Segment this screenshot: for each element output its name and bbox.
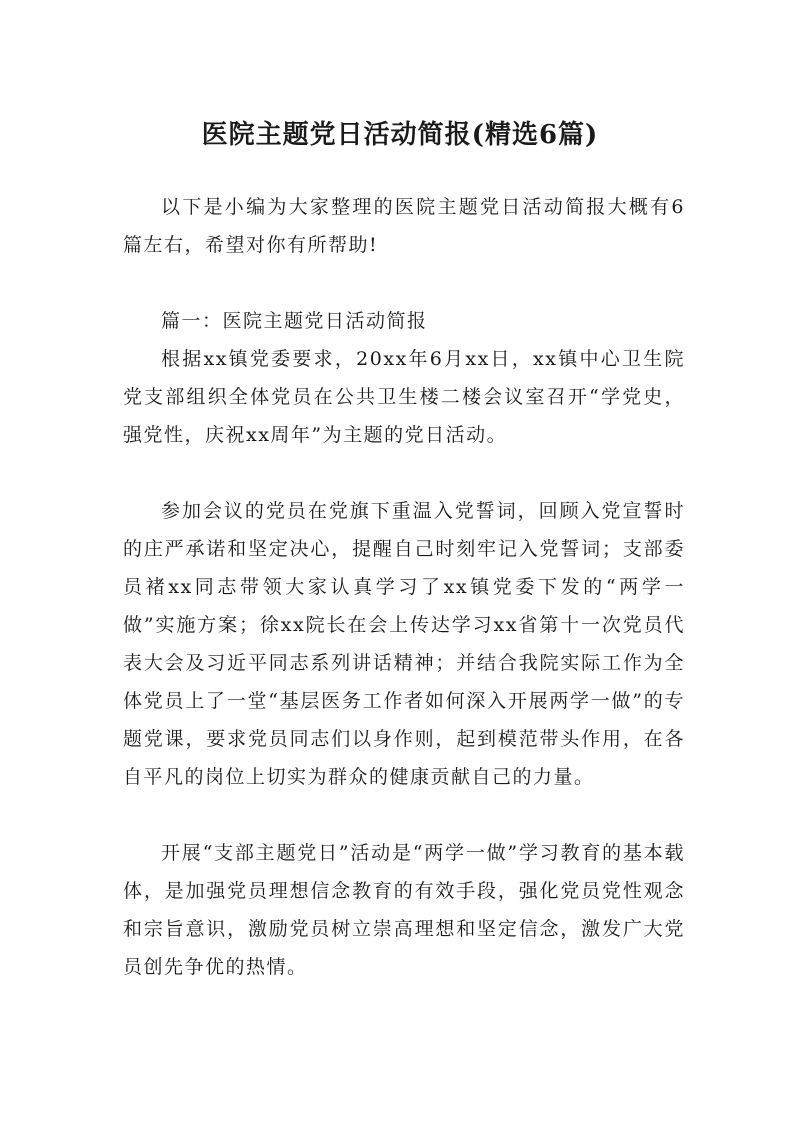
spacer [123,264,685,302]
document-title: 医院主题党日活动简报(精选6篇) [201,120,599,151]
intro-paragraph: 以下是小编为大家整理的医院主题党日活动简报大概有6篇左右，希望对你有所帮助! [123,196,685,256]
body-paragraph-1: 根据xx镇党委要求，20xx年6月xx日，xx镇中心卫生院党支部组织全体党员在公共卫生楼二楼会议室召开“学党史，强党性，庆祝xx周年”为主题的党日活动。 [123,348,685,446]
body-paragraph-2: 参加会议的党员在党旗下重温入党誓词，回顾入党宣誓时的庄严承诺和坚定决心，提醒自己时刻牢记入党誓词；支部委员褚xx同志带领大家认真学习了xx镇党委下发的“两学一做”实施方案；徐xx院长在会上传达学习xx省第十一次党员代表大会及习近平同志系列讲话精神；并结合我院实际工作为全体党员上了一堂“基层医务工作者如何深入开展两学一做”的专题党课，要求党员同志们以身作则，起到模范带头作用，在各自平凡的岗位上切实为群众的健康贡献自己的力量。 [123,500,685,788]
section-heading: 篇一：医院主题党日活动简报 [161,310,428,332]
document-body [123,188,685,986]
spacer [123,796,685,834]
spacer [123,454,685,492]
body-paragraph-3: 开展“支部主题党日”活动是“两学一做”学习教育的基本载体，是加强党员理想信念教育的有效手段，强化党员党性观念和宗旨意识，激励党员树立崇高理想和坚定信念，激发广大党员创先争优的热情。 [123,842,685,978]
